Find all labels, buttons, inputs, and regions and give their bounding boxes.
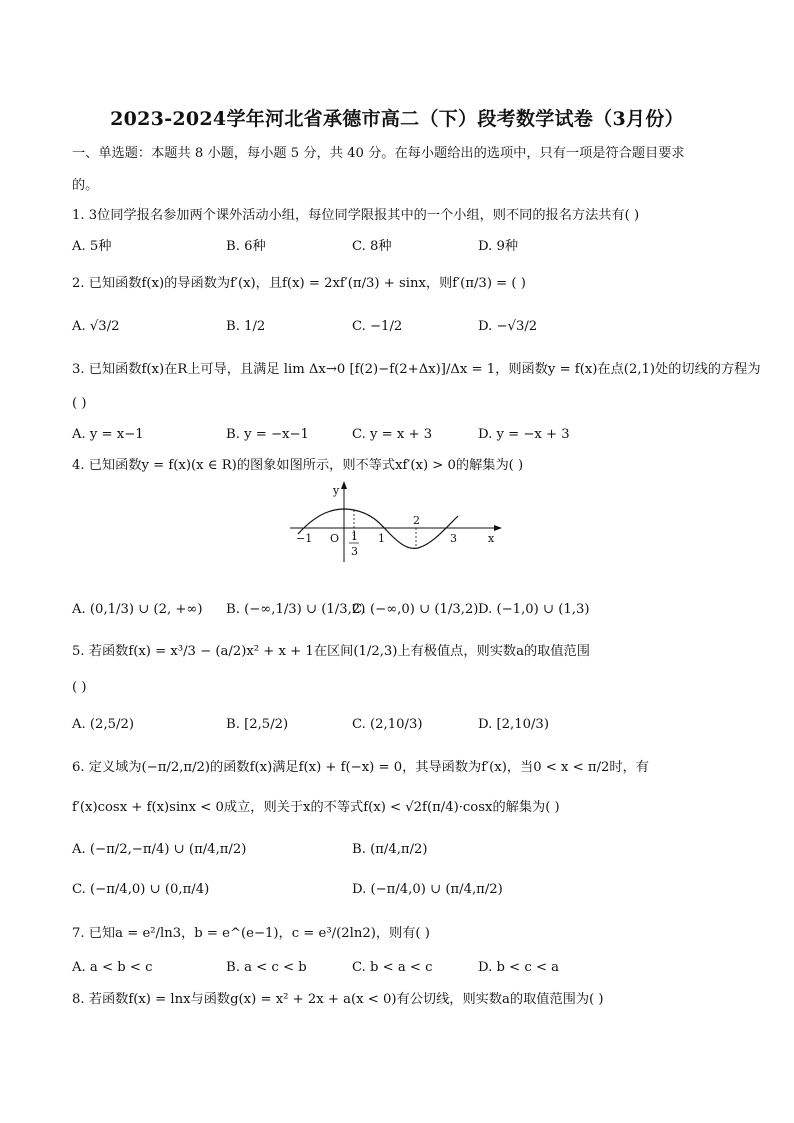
question-8-stem: 8. 若函数f(x) = lnx与函数g(x) = x² + 2x + a(x < 0)有公切线，则实数a的取值范围为( ) — [72, 992, 604, 1007]
question-1-stem: 1. 3位同学报名参加两个课外活动小组，每位同学限报其中的一个小组，则不同的报名方法共有( ) — [72, 208, 640, 223]
tick-label-third-den: 3 — [351, 545, 358, 558]
x-axis-label: x — [488, 532, 495, 545]
q4-option-c: C. (−∞,0) ∪ (1/3,2) — [352, 602, 479, 617]
y-axis-arrow-icon — [341, 481, 347, 489]
section-header: 一、单选题：本题共 8 小题，每小题 5 分，共 40 分。在每小题给出的选项中，只有一项是符合题目要求 — [72, 146, 685, 161]
q5-option-a: A. (2,5/2) — [72, 717, 135, 732]
tick-label-3: 3 — [450, 532, 457, 545]
y-axis-label: y — [333, 484, 340, 497]
question-3-stem: 3. 已知函数f(x)在R上可导，且满足 lim Δx→0 [f(2)−f(2+Δx)]/Δx = 1，则函数y = f(x)在点(2,1)处的切线的方程为 — [72, 362, 761, 377]
q6-option-a: A. (−π/2,−π/4) ∪ (π/4,π/2) — [72, 842, 247, 857]
q2-option-b: B. 1/2 — [226, 319, 266, 334]
section-header-cont: 的。 — [72, 178, 99, 193]
q4-option-b: B. (−∞,1/3) ∪ (1/3,2) — [226, 602, 366, 617]
question-6-stem-cont: f′(x)cosx + f(x)sinx < 0成立，则关于x的不等式f(x) < √2f(π/4)·cosx的解集为( ) — [72, 800, 560, 815]
q7-option-c: C. b < a < c — [352, 960, 433, 975]
question-7-stem: 7. 已知a = e²/ln3，b = e^(e−1)，c = e³/(2ln2)，则有( ) — [72, 926, 430, 941]
tick-label-1: 1 — [378, 532, 385, 545]
tick-label-2: 2 — [413, 514, 420, 527]
q2-option-a: A. √3/2 — [72, 319, 120, 334]
q7-option-a: A. a < b < c — [72, 960, 153, 975]
question-2-stem: 2. 已知函数f(x)的导函数为f′(x)，且f(x) = 2xf′(π/3) + sinx，则f′(π/3) = ( ) — [72, 276, 526, 291]
q7-option-b: B. a < c < b — [226, 960, 307, 975]
q5-option-b: B. [2,5/2) — [226, 717, 289, 732]
question-6-stem: 6. 定义域为(−π/2,π/2)的函数f(x)满足f(x) + f(−x) = 0，其导函数为f′(x)，当0 < x < π/2时，有 — [72, 760, 649, 775]
q2-option-c: C. −1/2 — [352, 319, 403, 334]
x-axis-arrow-icon — [494, 525, 502, 531]
q3-option-d: D. y = −x + 3 — [478, 427, 570, 442]
q4-option-d: D. (−1,0) ∪ (1,3) — [478, 602, 590, 617]
q1-option-a: A. 5种 — [72, 239, 112, 254]
q5-option-d: D. [2,10/3) — [478, 717, 549, 732]
question-3-stem-cont: ( ) — [72, 396, 87, 411]
q3-option-b: B. y = −x−1 — [226, 427, 309, 442]
q5-option-c: C. (2,10/3) — [352, 717, 423, 732]
question-4-stem: 4. 已知函数y = f(x)(x ∈ R)的图象如图所示，则不等式xf′(x) > 0的解集为( ) — [72, 458, 524, 473]
q3-option-a: A. y = x−1 — [72, 427, 144, 442]
tick-label-third-num: 1 — [351, 530, 358, 543]
origin-label: O — [330, 532, 340, 545]
function-graph — [286, 478, 506, 566]
exam-title: 2023-2024学年河北省承德市高二（下）段考数学试卷（3月份） — [110, 108, 684, 130]
q7-option-d: D. b < c < a — [478, 960, 560, 975]
q6-option-c: C. (−π/4,0) ∪ (0,π/4) — [72, 882, 210, 897]
q1-option-d: D. 9种 — [478, 239, 519, 254]
question-5-stem: 5. 若函数f(x) = x³/3 − (a/2)x² + x + 1在区间(1/2,3)上有极值点，则实数a的取值范围 — [72, 644, 590, 659]
q4-option-a: A. (0,1/3) ∪ (2, +∞) — [72, 602, 203, 617]
q2-option-d: D. −√3/2 — [478, 319, 538, 334]
q6-option-d: D. (−π/4,0) ∪ (π/4,π/2) — [352, 882, 503, 897]
q1-option-b: B. 6种 — [226, 239, 266, 254]
tick-label-neg1: −1 — [296, 532, 313, 545]
q6-option-b: B. (π/4,π/2) — [352, 842, 428, 857]
q3-option-c: C. y = x + 3 — [352, 427, 433, 442]
q1-option-c: C. 8种 — [352, 239, 392, 254]
question-5-stem-cont: ( ) — [72, 680, 87, 695]
